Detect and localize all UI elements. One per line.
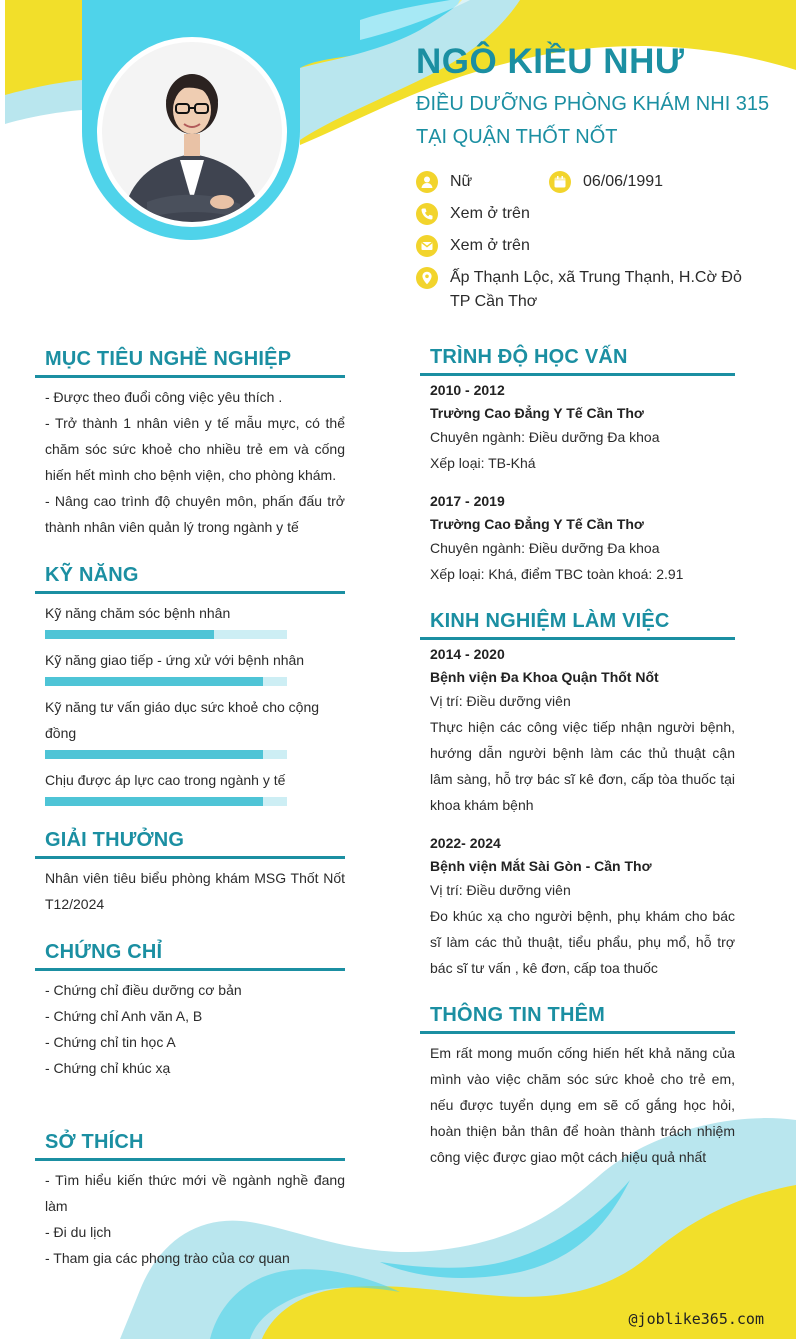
extra-info-section bbox=[420, 1001, 735, 1170]
skills-body bbox=[35, 594, 345, 806]
experience-role: Vị trí: Điều dưỡng viên bbox=[430, 882, 571, 898]
skills-title: KỸ NĂNG bbox=[35, 561, 345, 594]
calendar-icon bbox=[549, 171, 571, 193]
extra-info-title: THÔNG TIN THÊM bbox=[420, 1001, 735, 1034]
experience-section bbox=[420, 607, 735, 981]
phone-value: Xem ở trên bbox=[450, 205, 530, 222]
experience-place: Bệnh viện Đa Khoa Quận Thốt Nốt bbox=[430, 669, 659, 685]
career-goal-section bbox=[35, 345, 345, 540]
education-title: TRÌNH ĐỘ HỌC VẤN bbox=[420, 343, 735, 376]
certificate-item: - Chứng chỉ Anh văn A, B bbox=[45, 1008, 203, 1024]
hobbies-list bbox=[35, 1161, 345, 1271]
skill-bar bbox=[45, 797, 287, 806]
address-value: Ấp Thạnh Lộc, xã Trung Thạnh, H.Cờ Đỏ TP Cần Thơ bbox=[450, 269, 742, 310]
birthday-value: 06/06/1991 bbox=[583, 173, 664, 190]
job-title-line-1: ĐIỀU DƯỠNG PHÒNG KHÁM NHI 315 bbox=[416, 93, 770, 115]
skill-bar-fill bbox=[45, 677, 263, 686]
skill-label: Kỹ năng chăm sóc bệnh nhân bbox=[45, 605, 231, 621]
experience-place: Bệnh viện Mắt Sài Gòn - Cần Thơ bbox=[430, 858, 652, 874]
career-goal-line: - Trở thành 1 nhân viên y tế mẫu mực, có thể chăm sóc sức khoẻ cho nhiều trẻ em và cống hiến hết mình cho bệnh viện, cho phòng khám. bbox=[45, 415, 345, 483]
skill-bar-fill bbox=[45, 797, 263, 806]
contact-phone bbox=[416, 202, 530, 226]
experience-years: 2022- 2024 bbox=[430, 835, 501, 851]
certificates-title: CHỨNG CHỈ bbox=[35, 938, 345, 971]
location-pin-icon bbox=[416, 267, 438, 289]
hobbies-title: SỞ THÍCH bbox=[35, 1128, 345, 1161]
experience-role: Vị trí: Điều dưỡng viên bbox=[430, 693, 571, 709]
experience-description: Thực hiện các công việc tiếp nhận người bệnh, hướng dẫn người bệnh làm các thủ thuật cận lâm sàng, hỗ trợ bác sĩ kê đơn, cấp tòa thuốc tại khoa khám bệnh bbox=[430, 719, 735, 813]
job-title-line-2: TẠI QUẬN THỐT NỐT bbox=[416, 126, 618, 148]
certificates-list bbox=[35, 971, 345, 1081]
education-years: 2017 - 2019 bbox=[430, 493, 505, 509]
certificate-item: - Chứng chỉ khúc xạ bbox=[45, 1060, 171, 1076]
career-goal-title: MỤC TIÊU NGHỀ NGHIỆP bbox=[35, 345, 345, 378]
experience-entry bbox=[430, 642, 735, 818]
education-major: Chuyên ngành: Điều dưỡng Đa khoa bbox=[430, 540, 660, 556]
hobby-item: - Tham gia các phong trào của cơ quan bbox=[45, 1250, 290, 1266]
career-goal-line: - Nâng cao trình độ chuyên môn, phấn đấu trở thành nhân viên quản lý trong ngành y tế bbox=[45, 493, 345, 535]
skill-bar bbox=[45, 750, 287, 759]
certificate-item: - Chứng chỉ tin học A bbox=[45, 1034, 176, 1050]
certificate-item: - Chứng chỉ điều dưỡng cơ bản bbox=[45, 982, 242, 998]
extra-info-text: Em rất mong muốn cống hiến hết khả năng của mình vào việc chăm sóc sức khoẻ cho trẻ em, nếu được tuyển dụng em sẽ cố gắng học hỏi, hoàn thiện bản thân để hoàn thành trách nhiệm công việc được giao một cách hiệu quả nhất bbox=[430, 1045, 735, 1165]
hobby-item: - Tìm hiểu kiến thức mới về ngành nghề đang làm bbox=[45, 1172, 345, 1214]
awards-section bbox=[35, 826, 345, 917]
site-watermark: @joblike365.com bbox=[628, 1310, 764, 1328]
education-school: Trường Cao Đẳng Y Tế Cần Thơ bbox=[430, 516, 644, 532]
education-section bbox=[420, 343, 735, 587]
certificates-section bbox=[35, 938, 345, 1081]
education-entry bbox=[430, 378, 735, 476]
hobbies-section bbox=[35, 1128, 345, 1271]
education-grade: Xếp loại: TB-Khá bbox=[430, 455, 536, 471]
candidate-name: NGÔ KIỀU NHƯ bbox=[416, 42, 685, 81]
skill-bar bbox=[45, 677, 287, 686]
career-goal-body bbox=[35, 378, 345, 540]
skill-bar-fill bbox=[45, 750, 263, 759]
experience-description: Đo khúc xạ cho người bệnh, phụ khám cho bác sĩ làm các thủ thuật, tiểu phẩu, phụ mổ, hỗ trợ bác sĩ tư vấn , kê đơn, cấp toa thuốc bbox=[430, 908, 735, 976]
email-value: Xem ở trên bbox=[450, 237, 530, 254]
gender-value: Nữ bbox=[450, 173, 473, 190]
education-school: Trường Cao Đẳng Y Tế Cần Thơ bbox=[430, 405, 644, 421]
experience-body bbox=[420, 640, 735, 981]
contact-gender bbox=[416, 170, 472, 194]
contact-birthday bbox=[549, 170, 663, 194]
education-grade: Xếp loại: Khá, điểm TBC toàn khoá: 2.91 bbox=[430, 566, 684, 582]
skill-label: Kỹ năng tư vấn giáo dục sức khoẻ cho cộng đồng bbox=[45, 699, 320, 741]
skills-section bbox=[35, 561, 345, 814]
skill-bar bbox=[45, 630, 287, 639]
education-entry bbox=[430, 489, 735, 587]
header bbox=[416, 40, 776, 154]
education-years: 2010 - 2012 bbox=[430, 382, 505, 398]
awards-title: GIẢI THƯỞNG bbox=[35, 826, 345, 859]
career-goal-line: - Được theo đuổi công việc yêu thích . bbox=[45, 389, 283, 405]
profile-photo bbox=[97, 37, 287, 227]
skill-label: Chịu được áp lực cao trong ngành y tế bbox=[45, 772, 286, 788]
skill-label: Kỹ năng giao tiếp - ứng xử với bệnh nhân bbox=[45, 652, 305, 668]
contact-email bbox=[416, 234, 530, 258]
education-major: Chuyên ngành: Điều dưỡng Đa khoa bbox=[430, 429, 660, 445]
contact-address bbox=[416, 266, 761, 314]
hobby-item: - Đi du lịch bbox=[45, 1224, 112, 1240]
user-icon bbox=[416, 171, 438, 193]
skill-bar-fill bbox=[45, 630, 214, 639]
awards-text: Nhân viên tiêu biểu phòng khám MSG Thốt Nốt T12/2024 bbox=[45, 870, 345, 912]
education-body bbox=[420, 376, 735, 587]
email-icon bbox=[416, 235, 438, 257]
experience-title: KINH NGHIỆM LÀM VIỆC bbox=[420, 607, 735, 640]
experience-entry bbox=[430, 831, 735, 981]
phone-icon bbox=[416, 203, 438, 225]
experience-years: 2014 - 2020 bbox=[430, 646, 505, 662]
